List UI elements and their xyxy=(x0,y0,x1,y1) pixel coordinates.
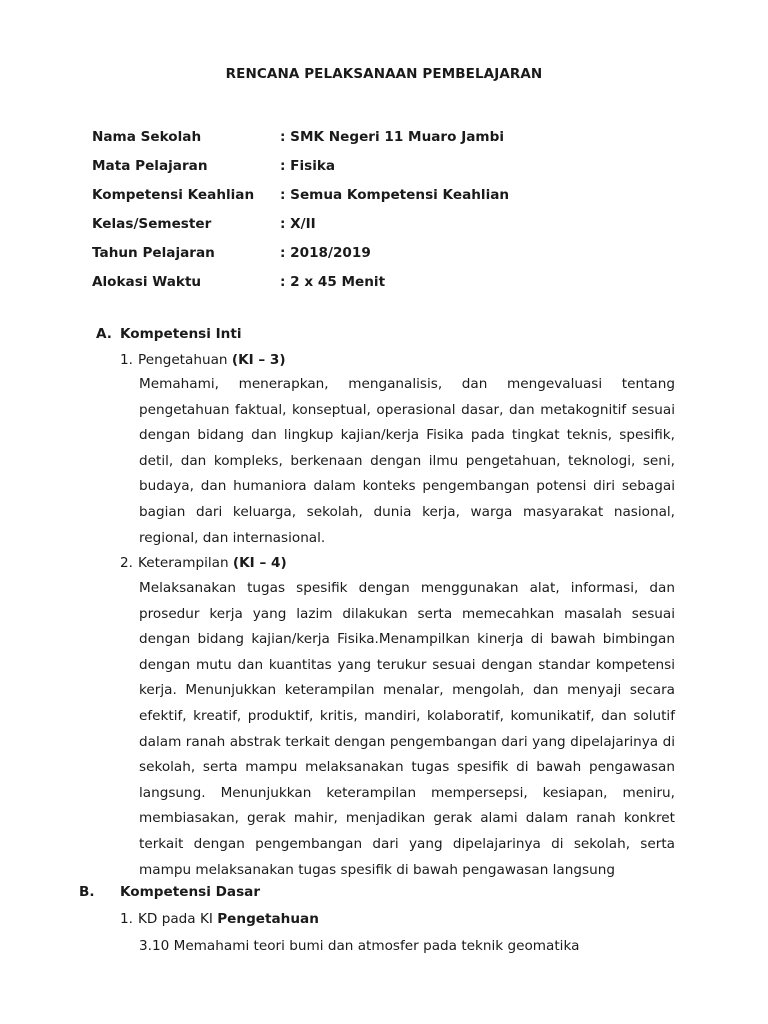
item-label: Keterampilan xyxy=(138,555,229,571)
identity-value: : Fisika xyxy=(280,158,336,174)
section-a-heading xyxy=(96,323,242,345)
item-number: 1. xyxy=(120,352,133,368)
identity-value: : X/II xyxy=(280,216,316,232)
item-number: 2. xyxy=(120,555,133,571)
identity-label: Alokasi Waktu xyxy=(92,274,202,290)
ki4-item-heading xyxy=(120,552,287,574)
identity-row-duration xyxy=(92,268,692,297)
identity-label: Tahun Pelajaran xyxy=(92,245,215,261)
item-label: Pengetahuan xyxy=(138,352,228,368)
identity-row-competency xyxy=(92,181,692,210)
identity-table xyxy=(92,123,692,297)
document-title: RENCANA PELAKSANAAN PEMBELAJARAN xyxy=(225,66,543,82)
identity-value: : 2 x 45 Menit xyxy=(280,274,386,290)
item-code: (KI – 4) xyxy=(232,555,287,571)
section-heading-text: Kompetensi Dasar xyxy=(120,884,261,900)
kd-item-heading xyxy=(120,908,319,930)
item-label: Pengetahuan xyxy=(217,911,319,927)
ki3-item-heading xyxy=(120,349,286,371)
section-marker: A. xyxy=(96,326,112,342)
identity-label: Nama Sekolah xyxy=(92,129,202,145)
identity-row-subject xyxy=(92,152,692,181)
section-b-heading xyxy=(79,881,260,903)
kd-text: 3.10 Memahami teori bumi dan atmosfer pada teknik geomatika xyxy=(139,938,580,954)
identity-label: Kompetensi Keahlian xyxy=(92,187,255,203)
identity-label: Mata Pelajaran xyxy=(92,158,208,174)
identity-label: Kelas/Semester xyxy=(92,216,212,232)
item-number: 1. xyxy=(120,911,133,927)
identity-row-school xyxy=(92,123,692,152)
item-code: (KI – 3) xyxy=(231,352,286,368)
identity-value: : SMK Negeri 11 Muaro Jambi xyxy=(280,129,504,145)
ki4-paragraph: Melaksanakan tugas spesifik dengan menggunakan alat, informasi, dan prosedur kerja yang lazim dilakukan serta memecahkan masalah sesuai dengan bidang kajian/kerja Fisika.Menampilkan kinerja di bawah bimbingan dengan mutu dan kuantitas yang terukur sesuai dengan standar kompetensi kerja. Menunjukkan keterampilan menalar, mengolah, dan menyaji secara efektif, kreatif, produktif, kritis, mandiri, kolaboratif, komunikatif, dan solutif dalam ranah abstrak terkait dengan pengembangan dari yang dipelajarinya di sekolah, serta mampu melaksanakan tugas spesifik di bawah pengawasan langsung. Menunjukkan keterampilan mempersepsi, kesiapan, meniru, membiasakan, gerak mahir, menjadikan gerak alami dalam ranah konkret terkait dengan pengembangan dari yang dipelajarinya di sekolah, serta mampu melaksanakan tugas spesifik di bawah pengawasan langsung xyxy=(139,580,675,878)
identity-value: : 2018/2019 xyxy=(280,245,371,261)
identity-row-class xyxy=(92,210,692,239)
ki3-paragraph: Memahami, menerapkan, menganalisis, dan mengevaluasi tentang pengetahuan faktual, konseptual, operasional dasar, dan metakognitif sesuai dengan bidang dan lingkup kajian/kerja Fisika pada tingkat teknis, spesifik, detil, dan kompleks, berkenaan dengan ilmu pengetahuan, teknologi, seni, budaya, dan humaniora dalam konteks pengembangan potensi diri sebagai bagian dari keluarga, sekolah, dunia kerja, warga masyarakat nasional, regional, dan internasional. xyxy=(139,376,675,546)
item-prefix: KD pada KI xyxy=(138,911,213,927)
section-heading-text: Kompetensi Inti xyxy=(120,326,242,342)
identity-row-year xyxy=(92,239,692,268)
section-marker: B. xyxy=(79,884,95,900)
identity-value: : Semua Kompetensi Keahlian xyxy=(280,187,510,203)
